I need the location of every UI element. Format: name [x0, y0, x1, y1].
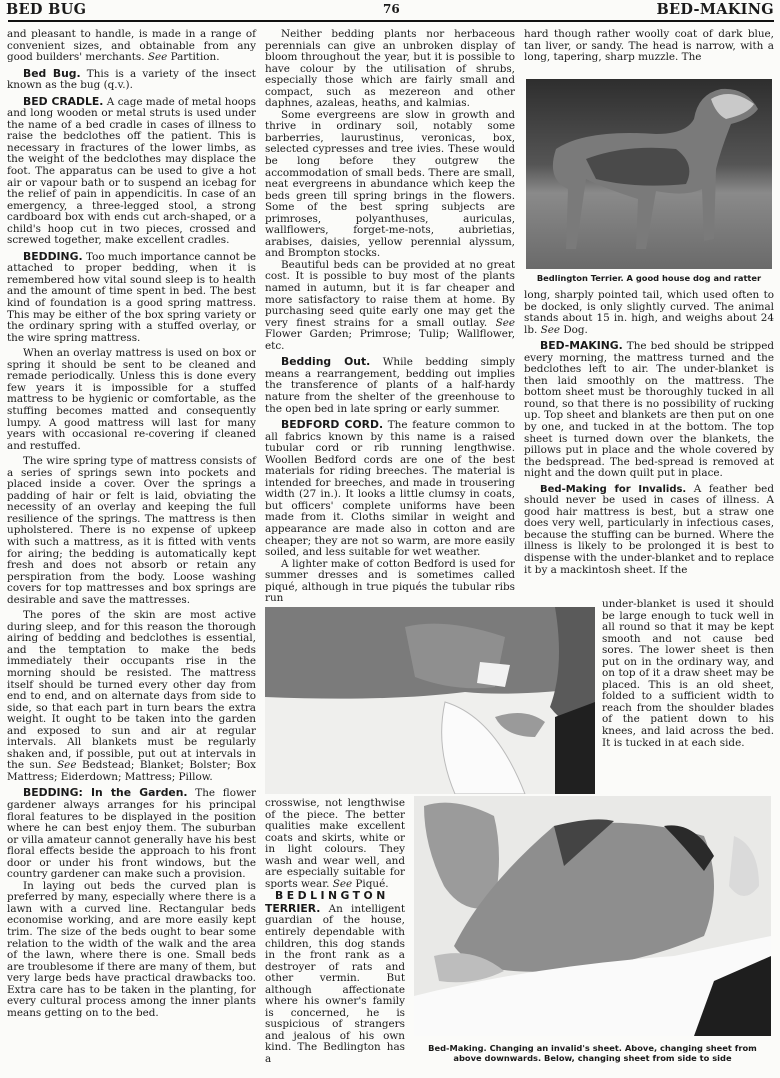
entry-heading: BEDDING: In the Garden. [23, 786, 188, 800]
continued-paragraph: crosswise, not lengthwise of the piece. The better qualities make excellent coats and skirts, white or in light colours. They wash and wear well, and are especially suitable for sports wear. See Piqué. [265, 797, 405, 890]
left-guide-word: BED BUG [6, 1, 87, 18]
entry-bedding-garden: BEDDING: In the Garden. The flower gardener always arranges for his principal floral features to be displayed in the position where he can best enjoy them. The suburban or villa amateur cannot generally have his best floral effects beside the approach to his front door or under his front windows, but the country gardener can make such a provision. [7, 786, 256, 881]
paragraph: In laying out beds the curved plan is preferred by many, especially where there is a lawn with a curved line. Rectangular beds economise working, and are more easily kept trim. The size of the beds ought to bear some relation to the width of the walk and the area of the lawn, where there is one. Small beds are troublesome if there are many of them, but very large beds have practical drawbacks too. Extra care has to be taken in the planting, for every cultural process among the inner plants means getting on to the bed. [7, 879, 256, 1019]
entry-bed-bug: Bed Bug. This is a variety of the insect known as the bug (q.v.). [7, 66, 256, 92]
entry-heading: BEDDING. [23, 249, 83, 263]
bed-making-photo-below [414, 796, 771, 1036]
continued-paragraph: under-blanket is used it should be large enough to tuck well in all round so that it may be kept smooth and not cause bed sores. The lower sheet is then put on in the ordinary way, and on top of it a draw sheet may be placed. This is an old sheet, folded to a sufficient width to reach from the shoulder blades of the patient down to his knees, and laid across the bed. It is tucked in at each side. [602, 598, 774, 749]
entry-heading: Bed-Making for Invalids. [540, 483, 687, 495]
paragraph: The wire spring type of mattress consists of a series of springs sewn into pockets and placed inside a cover. Over the springs a padding of hair or felt is laid, obviating the necessity of an overlay and keeping the full resilience of the springs. The mattress is then upholstered. There is no expense of upkeep with such a mattress, as it is fitted with vents for airing; the bedding is automatically kept fresh and does not absorb or retain any perspiration from the body. Loose washing covers for top mattresses and box springs are desirable and save the mattresses. [7, 455, 256, 606]
entry-heading: Bedding Out. [281, 355, 371, 369]
continued-paragraph: and pleasant to handle, is made in a range of convenient sizes, and obtainable from any good builders' merchants. See Partition. [7, 28, 256, 64]
entry-heading: BED-MAKING. [540, 339, 623, 353]
paragraph: Neither bedding plants nor herbaceous perennials can give an unbroken display of bloom throughout the year, but it is possible to have colour by the utilisation of shrubs, especially those which are fairly small and compact, such as mezereon and other daphnes, azaleas, heaths, and kalmias. [265, 28, 515, 110]
paragraph: Some evergreens are slow in growth and thrive in ordinary soil, notably some barberries, laurustinus, veronicas, box, selected cypresses and tree ivies. These would be long before they outgrew the accommodation of small beds. There are small, neat evergreens in abundance which keep the beds green till spring brings in the flowers. Some of the best spring subjects are primroses, polyanthuses, auriculas, wallflowers, forget-me-nots, aubrietias, arabises, daisies, yellow perennial alyssum, and Brompton stocks. [265, 108, 515, 260]
paragraph: When an overlay mattress is used on box or spring it should be sent to be cleaned and remade periodically. Unless this is done every few years it is impossible for a stuffed mattress to be hygienic or comfortable, as the stuffing becomes matted and consequently lumpy. A good mattress will last for many years with occasional re-covering if cleaned and restuffed. [7, 347, 256, 452]
bed-making-photo-caption: Bed-Making. Changing an invalid's sheet. Above, changing sheet from above downwards. Below, changing sheet from side to side [428, 1043, 757, 1063]
entry-bedding-out: Bedding Out. While bedding simply means a rearrangement, bedding out implies the transference of plants of a half-hardy nature from the shelter of the greenhouse to the open bed in late spring or early summer. [265, 355, 516, 415]
running-header [0, 0, 780, 18]
column-3-narrow [602, 599, 774, 749]
entry-heading: BED CRADLE. [23, 94, 104, 108]
column-2-continued [265, 798, 405, 1066]
paragraph: A lighter make of cotton Bedford is used for summer dresses and is sometimes called piqué, although in true piqués the tubular ribs run [265, 557, 515, 605]
page-number: 76 [383, 2, 400, 16]
entry-bed-making-invalids: Bed-Making for Invalids. A feather bed should never be used in cases of illness. A good hair mattress is best, but a straw one does very well, particularly in infectious cases, because the stuffing can be burned. Where the illness is likely to be prolonged it is best to dispense with the under-blanket and to replace it by a mackintosh sheet. If the [524, 482, 774, 576]
continued-paragraph: hard though rather woolly coat of dark blue, tan liver, or sandy. The head is narrow, with a long, tapering, sharp muzzle. The [524, 28, 774, 64]
bedlington-terrier-photo [526, 79, 772, 269]
column-3 [524, 29, 774, 64]
paragraph: Beautiful beds can be provided at no great cost. It is possible to buy most of the plants named in autumn, but it is far cheaper and more satisfactory to raise them at home. By purchasing seed quite early one may get the very finest strains for a small outlay. See Flower Garden; Primrose; Tulip; Wallflower, etc. [265, 258, 515, 352]
header-rule [8, 20, 774, 22]
entry-bed-cradle: BED CRADLE. A cage made of metal hoops and long wooden or metal struts is used under the name of a bed cradle in cases of illness to raise the bedclothes off the patient. This is necessary in fractures of the lower limbs, as the weight of the bedclothes may displace the foot. The apparatus can be used to give a hot air or vapour bath or to suspend an icebag for the relief of pain in appendicitis. In case of an emergency, a three-legged stool, a strong cardboard box with ends cut arch-shaped, or a child's hoop cut in two pieces, crossed and screwed together, make excellent cradles. [7, 94, 256, 247]
entry-heading: Bed Bug. [23, 66, 81, 80]
paragraph: The pores of the skin are most active during sleep, and for this reason the thorough airing of bedding and bedclothes is essential, and the temptation to make the beds immediately their occupants rise in the morning should be resisted. The mattress itself should be turned every other day from end to end, and on alternate days from side to side, so that each part in turn bears the extra weight. It ought to be taken into the garden and exposed to sun and air at regular intervals. All blankets must be regularly shaken and, if possible, put out at intervals in the sun. See Bedstead; Blanket; Bolster; Box Mattress; Eiderdown; Mattress; Pillow. [7, 609, 256, 783]
right-guide-word: BED-MAKING [656, 1, 774, 18]
column-1 [7, 29, 256, 1019]
entry-heading: BEDLINGTON [275, 889, 389, 903]
column-2 [265, 29, 515, 605]
entry-bedford-cord: BEDFORD CORD. The feature common to all fabrics known by this name is a raised tubular cord or rib running lengthwise. Woollen Bedford cords are one of the best materials for riding breeches. The material is intended for breeches, and made in trousering width (27 in.). It looks a little clumsy in coats, but officers' complete uniforms have been made from it. Cloths similar in weight and appearance are made also in cotton and are cheaper; they are not so warm, are more easily soiled, and less suitable for wet weather. [265, 418, 515, 559]
bed-making-photo-above [265, 607, 595, 794]
dog-photo-caption: Bedlington Terrier. A good house dog and ratter [536, 273, 762, 283]
entry-heading: BEDFORD CORD. [281, 418, 384, 432]
entry-bedding: BEDDING. Too much importance cannot be attached to proper bedding, when it is remembered how vital sound sleep is to health and the amount of time spent in bed. The best kind of foundation is a good spring mattress. This may be either of the box spring variety or the ordinary spring with a stuffed overlay, or the wire spring mattress. [7, 249, 256, 344]
continued-paragraph: long, sharply pointed tail, which used often to be docked, is only slightly curved. The animal stands about 15 in. high, and weighs about 24 lb. See Dog. [524, 289, 774, 336]
column-3-middle [524, 290, 774, 576]
entry-bed-making: BED-MAKING. The bed should be stripped every morning, the mattress turned and the bedclothes left to air. The under-blanket is then laid smoothly on the mattress. The bottom sheet must be thoroughly tucked in all round, so that there is no possibility of rucking up. Top sheet and blankets are then put on one by one, and tucked in at the bottom. The top sheet is turned down over the blankets, the pillows put in place and the whole covered by the bedspread. The bed-spread is removed at night and the down quilt put in place. [524, 339, 774, 480]
entry-bedlington-terrier: BEDLINGTON TERRIER. An intelligent guardian of the house, entirely dependable with children, this dog stands in the front rank as a destroyer of rats and other vermin. But although affectionate where his owner's family is concerned, he is suspicious of strangers and jealous of his own kind. The Bedlington has a [265, 889, 405, 1066]
